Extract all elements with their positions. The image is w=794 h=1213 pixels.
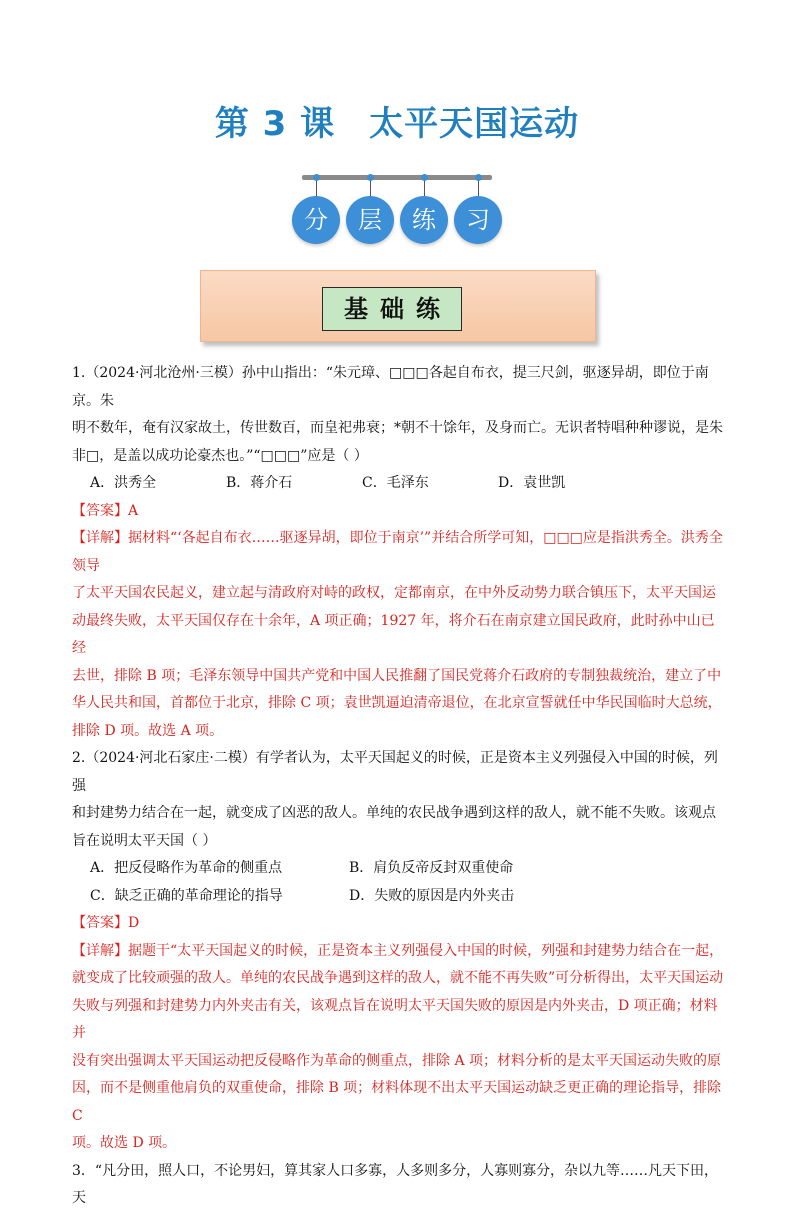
explanation-line: 就变成了比较顽强的敌人。单纯的农民战争遇到这样的敌人，就不能不再失败”可分析得出，太平天国运动: [72, 970, 724, 986]
explanation-line: 项。故选 D 项。: [72, 1135, 177, 1151]
question-3: [72, 1158, 724, 1213]
option-c: C．毛泽东: [362, 475, 429, 491]
explanation-line: 动最终失败，太平天国仅存在十余年，A 项正确；1927 年，将介石在南京建立国民政府，此时孙中山已经: [72, 612, 715, 656]
section-label: 基础练: [322, 287, 462, 331]
question-stem-line: 1.（2024·河北沧州·三模）孙中山指出：“朱元璋、□□□各起自布衣，提三尺剑，驱逐异胡，即位于南京。朱: [72, 365, 709, 409]
question-1: [72, 360, 724, 745]
banner-ball: 层: [346, 196, 394, 244]
question-stem-line: 旨在说明太平天国（ ）: [72, 832, 217, 849]
explanation: [72, 938, 724, 1158]
lesson-topic: 太平天国运动: [369, 104, 580, 144]
question-stem-line: 2.（2024·河北石家庄·二模）有学者认为，太平天国起义的时候，正是资本主义列强侵入中国的时候，列强: [72, 750, 718, 794]
option-d: D．袁世凯: [498, 475, 566, 491]
question-stem-line: 明不数年，奄有汉家故土，传世数百，而皇祀弗衰；*朝不十馀年，及身而亡。无识者特唱种种谬说，是朱: [72, 420, 723, 436]
explanation-line: 去世，排除 B 项；毛泽东领导中国共产党和中国人民推翻了国民党蒋介石政府的专制独裁统治，建立了中: [72, 667, 722, 684]
options-row: [90, 470, 724, 498]
page-title: [0, 96, 794, 145]
lesson-number: 第 3 课: [214, 104, 336, 144]
option-d: D．失败的原因是内外夹击: [349, 887, 515, 904]
banner-ball: 练: [400, 196, 448, 244]
option-a: A．把反侵略作为革命的侧重点: [90, 860, 283, 876]
answer-label: 【答案】D: [72, 915, 140, 931]
explanation-line: 华人民共和国，首都位于北京，排除 C 项；袁世凯逼迫清帝退位，在北京宣誓就任中华民国临时大总统，: [72, 695, 722, 711]
banner-rail: [302, 175, 492, 180]
question-stem-line: 非□，是盖以成功论豪杰也。”“□□□”应是（ ）: [72, 447, 368, 464]
answer-label: 【答案】A: [72, 502, 139, 519]
option-c: C．缺乏正确的革命理论的指导: [90, 887, 283, 904]
explanation-line: 了太平天国农民起义，建立起与清政府对峙的政权，定都南京，在中外反动势力联合镇压下，太平天国运: [72, 585, 716, 601]
banner-ball: 分: [292, 196, 340, 244]
explanation-line: 【详解】据题干“太平天国起义的时候，正是资本主义列强侵入中国的时候，列强和封建势力结合在一起，: [72, 942, 724, 959]
options-row: [90, 883, 724, 911]
question-stem-line: 3．“凡分田，照人口，不论男妇，算其家人口多寡，人多则多分，人寡则寡分，杂以九等……凡天下田，天: [72, 1162, 719, 1206]
explanation-line: 【详解】据材料“‘各起自布衣……驱逐异胡，即位于南京’”并结合所学可知，□□□应是指洪秀全。洪秀全领导: [72, 530, 723, 574]
explanation: [72, 525, 724, 745]
banner-ball: 习: [454, 196, 502, 244]
option-a: A．洪秀全: [90, 475, 157, 491]
explanation-line: 因，而不是侧重他肩负的双重使命，排除 B 项；材料体现不出太平天国运动缺乏更正确的理论指导，排除 C: [72, 1080, 722, 1124]
question-list: [72, 360, 724, 1213]
question-stem-line: 和封建势力结合在一起，就变成了凶恶的敌人。单纯的农民战争遇到这样的敌人，就不能不失败。该观点: [72, 805, 716, 821]
question-2: [72, 745, 724, 1158]
option-b: B．肩负反帝反封双重使命: [349, 860, 514, 876]
options-row: [90, 855, 724, 883]
explanation-line: 排除 D 项。故选 A 项。: [72, 722, 224, 739]
option-b: B．蒋介石: [226, 475, 293, 491]
explanation-line: 没有突出强调太平天国运动把反侵略作为革命的侧重点，排除 A 项；材料分析的是太平天国运动失败的原: [72, 1052, 722, 1069]
explanation-line: 失败与列强和封建势力内外夹击有关，该观点旨在说明太平天国失败的原因是内外夹击，D 项正确；材料并: [72, 997, 718, 1041]
